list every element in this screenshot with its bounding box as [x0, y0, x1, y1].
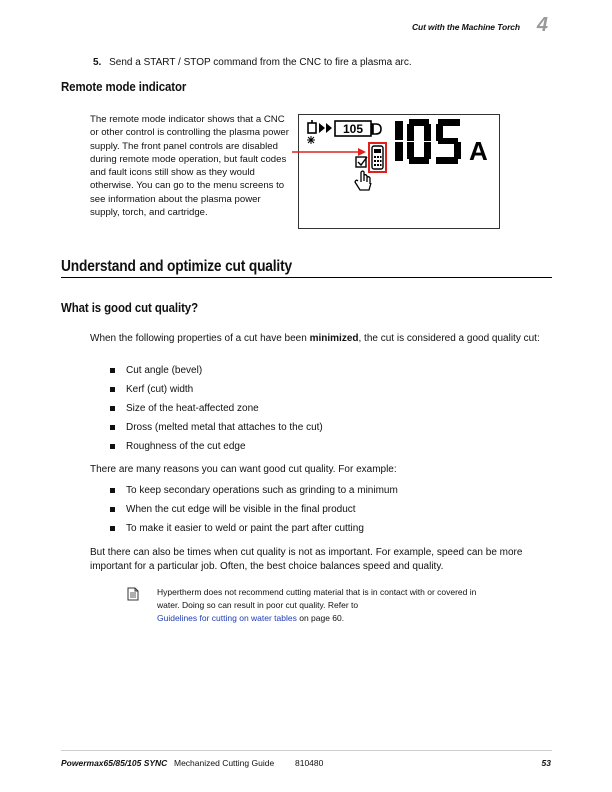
list-item: Roughness of the cut edge	[108, 440, 323, 459]
step-number: 5.	[93, 57, 102, 68]
remote-mode-display-figure	[298, 114, 500, 229]
list-item: Size of the heat-affected zone	[108, 402, 323, 421]
cut-properties-list	[108, 364, 323, 459]
step-text: Send a START / STOP command from the CNC to fire a plasma arc.	[109, 57, 412, 68]
note-icon	[127, 587, 139, 601]
list-item: To make it easier to weld or paint the part after cutting	[108, 522, 398, 541]
list-item: When the cut edge will be visible in the final product	[108, 503, 398, 522]
hand-pointer-icon	[355, 171, 371, 190]
list-item: To keep secondary operations such as grinding to a minimum	[108, 484, 398, 503]
reasons-list	[108, 484, 398, 541]
page-number: 53	[541, 758, 551, 768]
footer-code: 810480	[295, 758, 324, 768]
list-item: Kerf (cut) width	[108, 383, 323, 402]
footer-model: Powermax65/85/105 SYNC	[61, 758, 168, 768]
reasons-intro: There are many reasons you can want good cut quality. For example:	[90, 464, 397, 475]
good-cut-quality-heading: What is good cut quality?	[61, 300, 198, 315]
heading-rule	[61, 277, 552, 278]
minimized-emphasis: minimized	[309, 333, 359, 344]
cut-quality-heading: Understand and optimize cut quality	[61, 258, 292, 275]
large-amperage-reading	[395, 119, 461, 164]
small-reading-box	[335, 121, 381, 136]
torch-status-icon	[307, 120, 332, 144]
list-item: Cut angle (bevel)	[108, 364, 323, 383]
water-table-note: Hypertherm does not recommend cutting material that is in contact with or covered in water. Doing so can result in poor cut quality. Refer to Guidelines for cutting on water tables on page 60.	[157, 587, 477, 623]
running-header-title: Cut with the Machine Torch	[411, 22, 520, 32]
checkbox-icon	[356, 157, 367, 167]
footer-rule	[61, 750, 552, 751]
list-item: Dross (melted metal that attaches to the cut)	[108, 421, 323, 440]
highlight-arrow	[292, 146, 372, 158]
water-tables-link[interactable]: Guidelines for cutting on water tables	[157, 612, 297, 623]
small-reading: 105	[342, 122, 364, 136]
intro-paragraph: When the following properties of a cut have been minimized, the cut is considered a good quality cut:	[90, 333, 540, 344]
chapter-number: 4	[536, 14, 548, 36]
step-5	[93, 57, 412, 68]
remote-mode-heading: Remote mode indicator	[61, 79, 187, 94]
remote-mode-paragraph: The remote mode indicator shows that a CNC or other control is controlling the plasma power supply. The front panel controls are disabled during remote mode operation, but fault codes and fault icons still show as they would otherwise. You can go to the menu screens to see information about the plasma power supply, torch, and cartridge.	[90, 114, 289, 219]
footer-guide: Mechanized Cutting Guide	[174, 758, 275, 768]
unit-label: A	[469, 136, 488, 166]
closing-paragraph: But there can also be times when cut quality is not as important. For example, speed can be more important for a particular job. Often, the best choice balances speed and quality.	[90, 547, 523, 572]
